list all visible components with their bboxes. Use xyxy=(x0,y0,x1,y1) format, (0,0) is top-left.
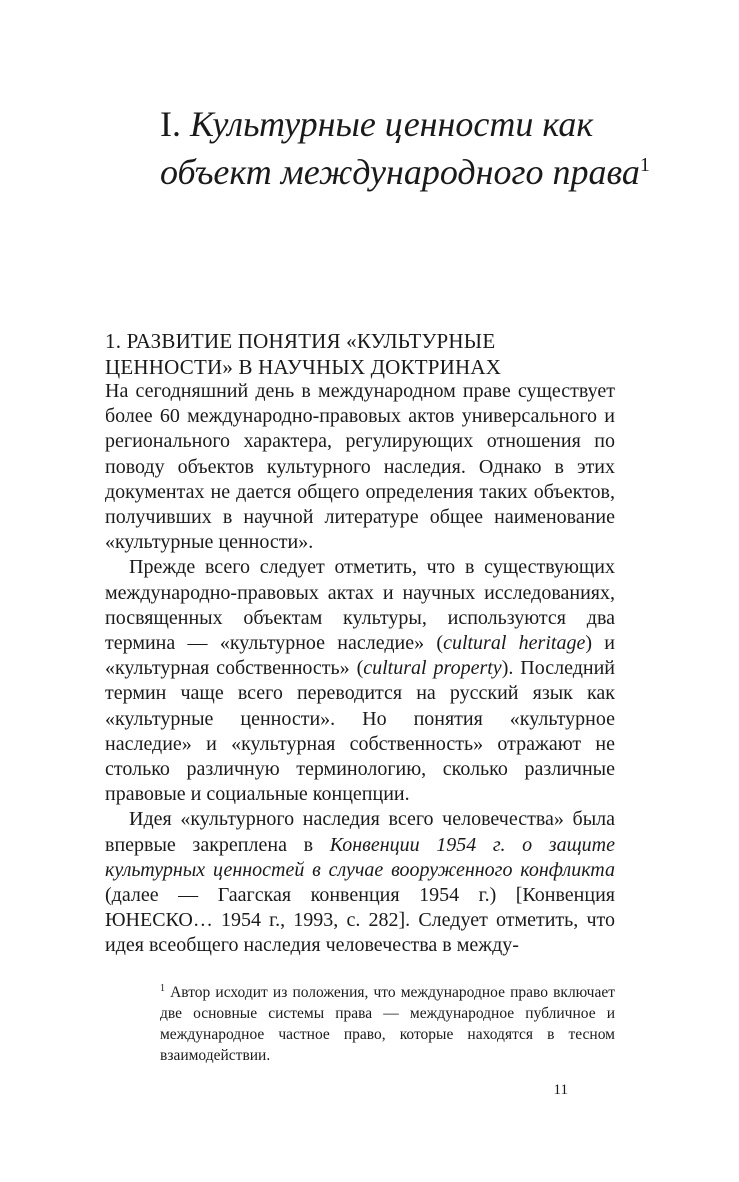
term-cultural-property: cultural property xyxy=(363,657,502,680)
paragraph-2-part-2: ) и «культурная собственность» ( xyxy=(105,632,615,680)
paragraph-3-part-2: (далее — Гаагская конвенция 1954 г.) [Конвенция ЮНЕСКО… 1954 г., 1993, с. 282]. Следует отметить, что идея всеобщего наследия человечества в между- xyxy=(105,884,615,957)
chapter-number: I. xyxy=(160,104,181,144)
body-text xyxy=(105,379,615,959)
footnote-text: Автор исходит из положения, что международное право включает две основные системы права — международное публичное и международное частное право, которые находятся в тесном взаимодействии. xyxy=(160,984,615,1064)
section-heading: 1. РАЗВИТИЕ ПОНЯТИЯ «КУЛЬТУРНЫЕ ЦЕННОСТИ» В НАУЧНЫХ ДОКТРИНАХ xyxy=(105,329,502,379)
chapter-title-text: Культурные ценности как объект международного права xyxy=(160,104,640,192)
chapter-title xyxy=(160,100,660,196)
paragraph-2 xyxy=(105,555,615,807)
footnote xyxy=(160,982,615,1066)
page-number: 11 xyxy=(553,1082,568,1098)
convention-title: Конвенции 1954 г. о защите культурных ценностей в случае вооруженного конфликта xyxy=(105,833,615,881)
paragraph-3 xyxy=(105,807,615,958)
paragraph-2-part-3: ). Последний термин чаще всего переводится на русский язык как «культурные ценности». Но понятия «культурное наследие» и «культурная собственность» отражают не столько различную терминологию, сколько различные правовые и социальные концепции. xyxy=(105,657,616,806)
paragraph-2-part-1: Прежде всего следует отметить, что в существующих международно-правовых актах и научных исследованиях, посвященных объектам культуры, используются два термина — «культурное наследие» ( xyxy=(105,556,615,655)
paragraph-1: На сегодняшний день в международном праве существует более 60 международно-правовых актов универсального и регионального характера, регулирующих отношения по поводу объектов культурного наследия. Однако в этих документах не дается общего определения таких объектов, получивших в научной литературе общее наименование «культурные ценности». xyxy=(105,380,615,554)
chapter-footnote-ref[interactable]: 1 xyxy=(639,154,650,176)
term-cultural-heritage: cultural heritage xyxy=(443,632,586,655)
footnote-marker: 1 xyxy=(160,982,165,994)
paragraph-3-part-1: Идея «культурного наследия всего человечества» была впервые закреплена в xyxy=(105,808,615,856)
